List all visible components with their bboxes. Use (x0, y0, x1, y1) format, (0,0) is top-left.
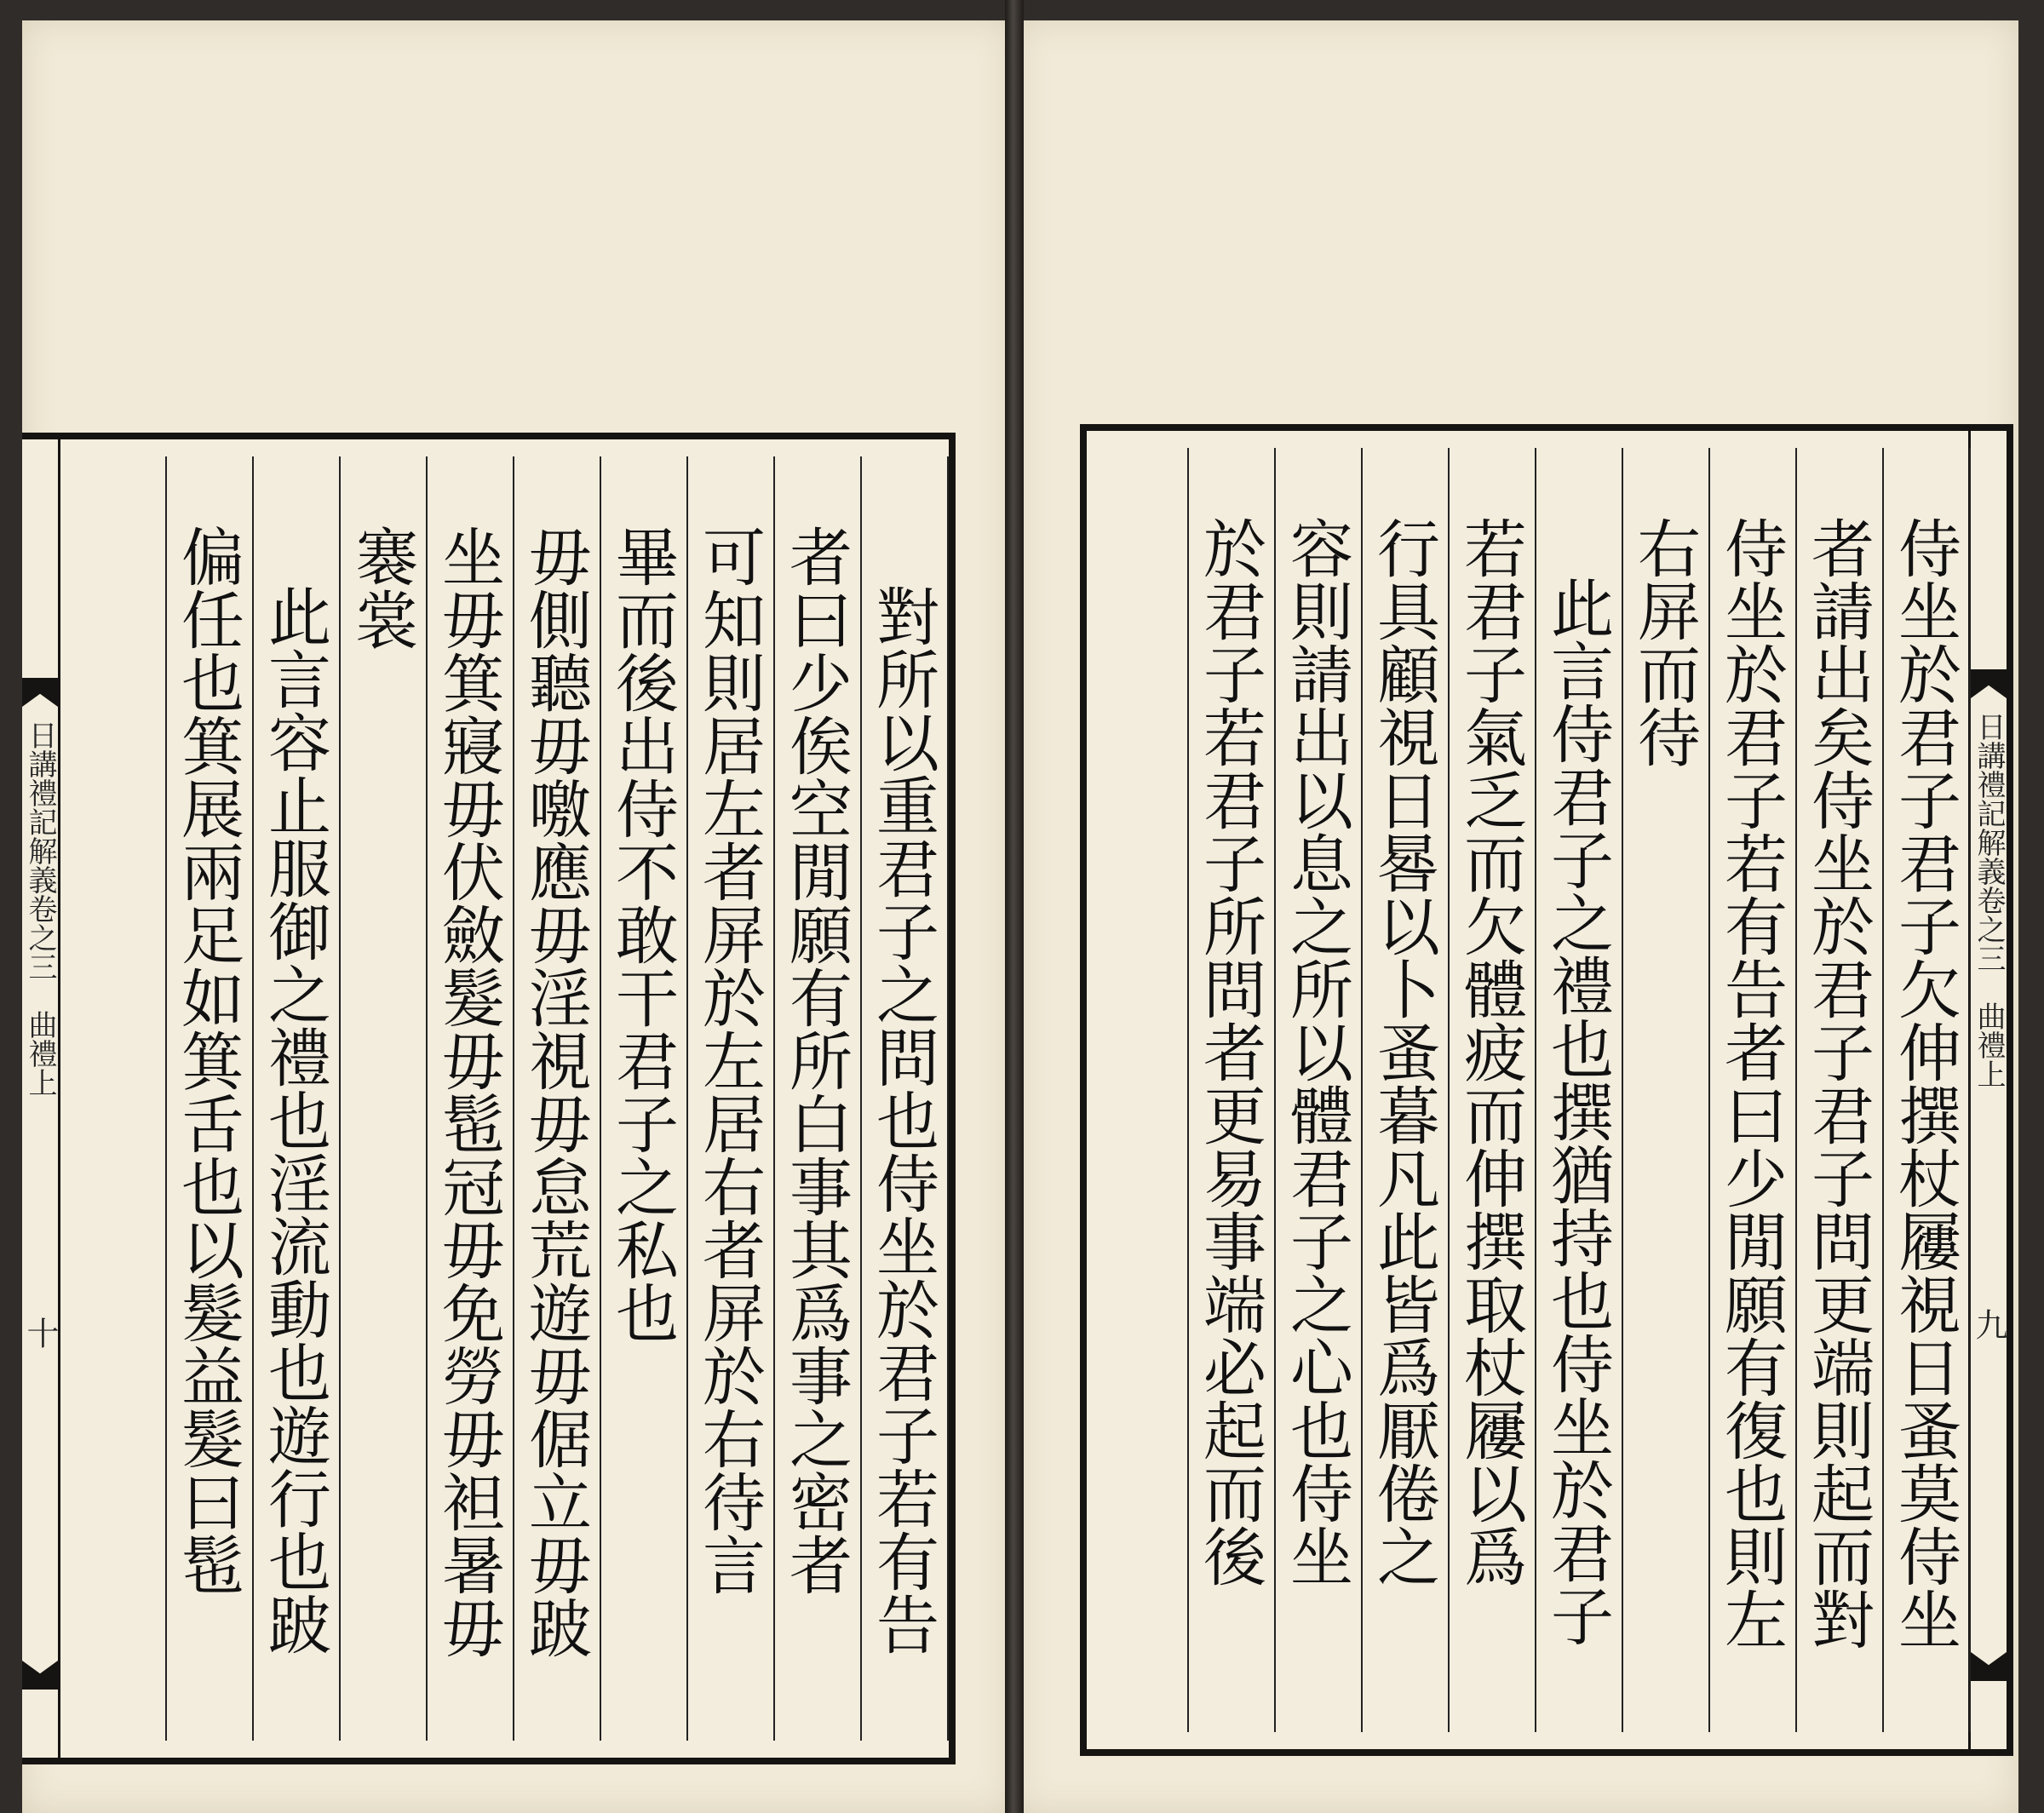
text-column: 坐毋箕寢毋伏斂髮毋髢冠毋免勞毋袒暑毋 (426, 456, 514, 1741)
left-page-text-frame (22, 433, 956, 1764)
left-page-number: 十 (21, 1317, 59, 1349)
text-column: 右屏而待 (1622, 448, 1710, 1732)
text-column: 褰裳 (339, 456, 428, 1741)
fish-tail-top-icon (22, 678, 58, 707)
text-column: 毋側聽毋噭應毋淫視毋怠荒遊毋倨立毋跛 (513, 456, 601, 1741)
right-page-number: 九 (1970, 1308, 2007, 1340)
text-column: 者請出矣侍坐於君子君子問更端則起而對 (1795, 448, 1884, 1732)
commentary-column: 可知則居左者屏於左居右者屏於右待言 (686, 456, 775, 1741)
right-page-text-frame (1080, 424, 2013, 1756)
right-text-columns (1105, 448, 1971, 1732)
commentary-column: 偏任也箕展兩足如箕舌也以髮益髮曰髢 (165, 456, 254, 1741)
fish-tail-bottom-icon (1971, 1652, 2007, 1681)
right-banxin (1968, 431, 2007, 1749)
commentary-column: 容則請出以息之所以體君子之心也侍坐 (1274, 448, 1363, 1732)
commentary-column: 行具顧視日晷以卜蚤暮凡此皆爲厭倦之 (1361, 448, 1450, 1732)
right-banxin-title: 日講禮記解義卷之三 曲禮上 (1972, 712, 2006, 1088)
fish-tail-top-icon (1971, 669, 2007, 698)
commentary-column: 此言侍君子之禮也撰猶持也侍坐於君子 (1535, 448, 1623, 1732)
book-spine (1005, 0, 1024, 1813)
commentary-column: 者曰少俟空閒願有所白事其爲事之密者 (773, 456, 862, 1741)
left-banxin-title: 日講禮記解義卷之三 曲禮上 (23, 720, 57, 1097)
left-text-columns (63, 456, 949, 1741)
text-column: 侍坐於君子若有告者曰少閒願有復也則左 (1708, 448, 1797, 1732)
text-column: 侍坐於君子君子欠伸撰杖屨視日蚤莫侍坐 (1882, 448, 1971, 1732)
commentary-column: 對所以重君子之問也侍坐於君子若有告 (860, 456, 949, 1741)
commentary-column: 畢而後出侍不敢干君子之私也 (600, 456, 688, 1741)
fish-tail-bottom-icon (22, 1661, 58, 1690)
left-banxin (22, 439, 60, 1758)
commentary-column: 若君子氣乏而欠體疲而伸撰取杖屨以爲 (1448, 448, 1536, 1732)
commentary-column: 於君子若君子所問者更易事端必起而後 (1187, 448, 1276, 1732)
commentary-column: 此言容止服御之禮也淫流動也遊行也跛 (252, 456, 341, 1741)
